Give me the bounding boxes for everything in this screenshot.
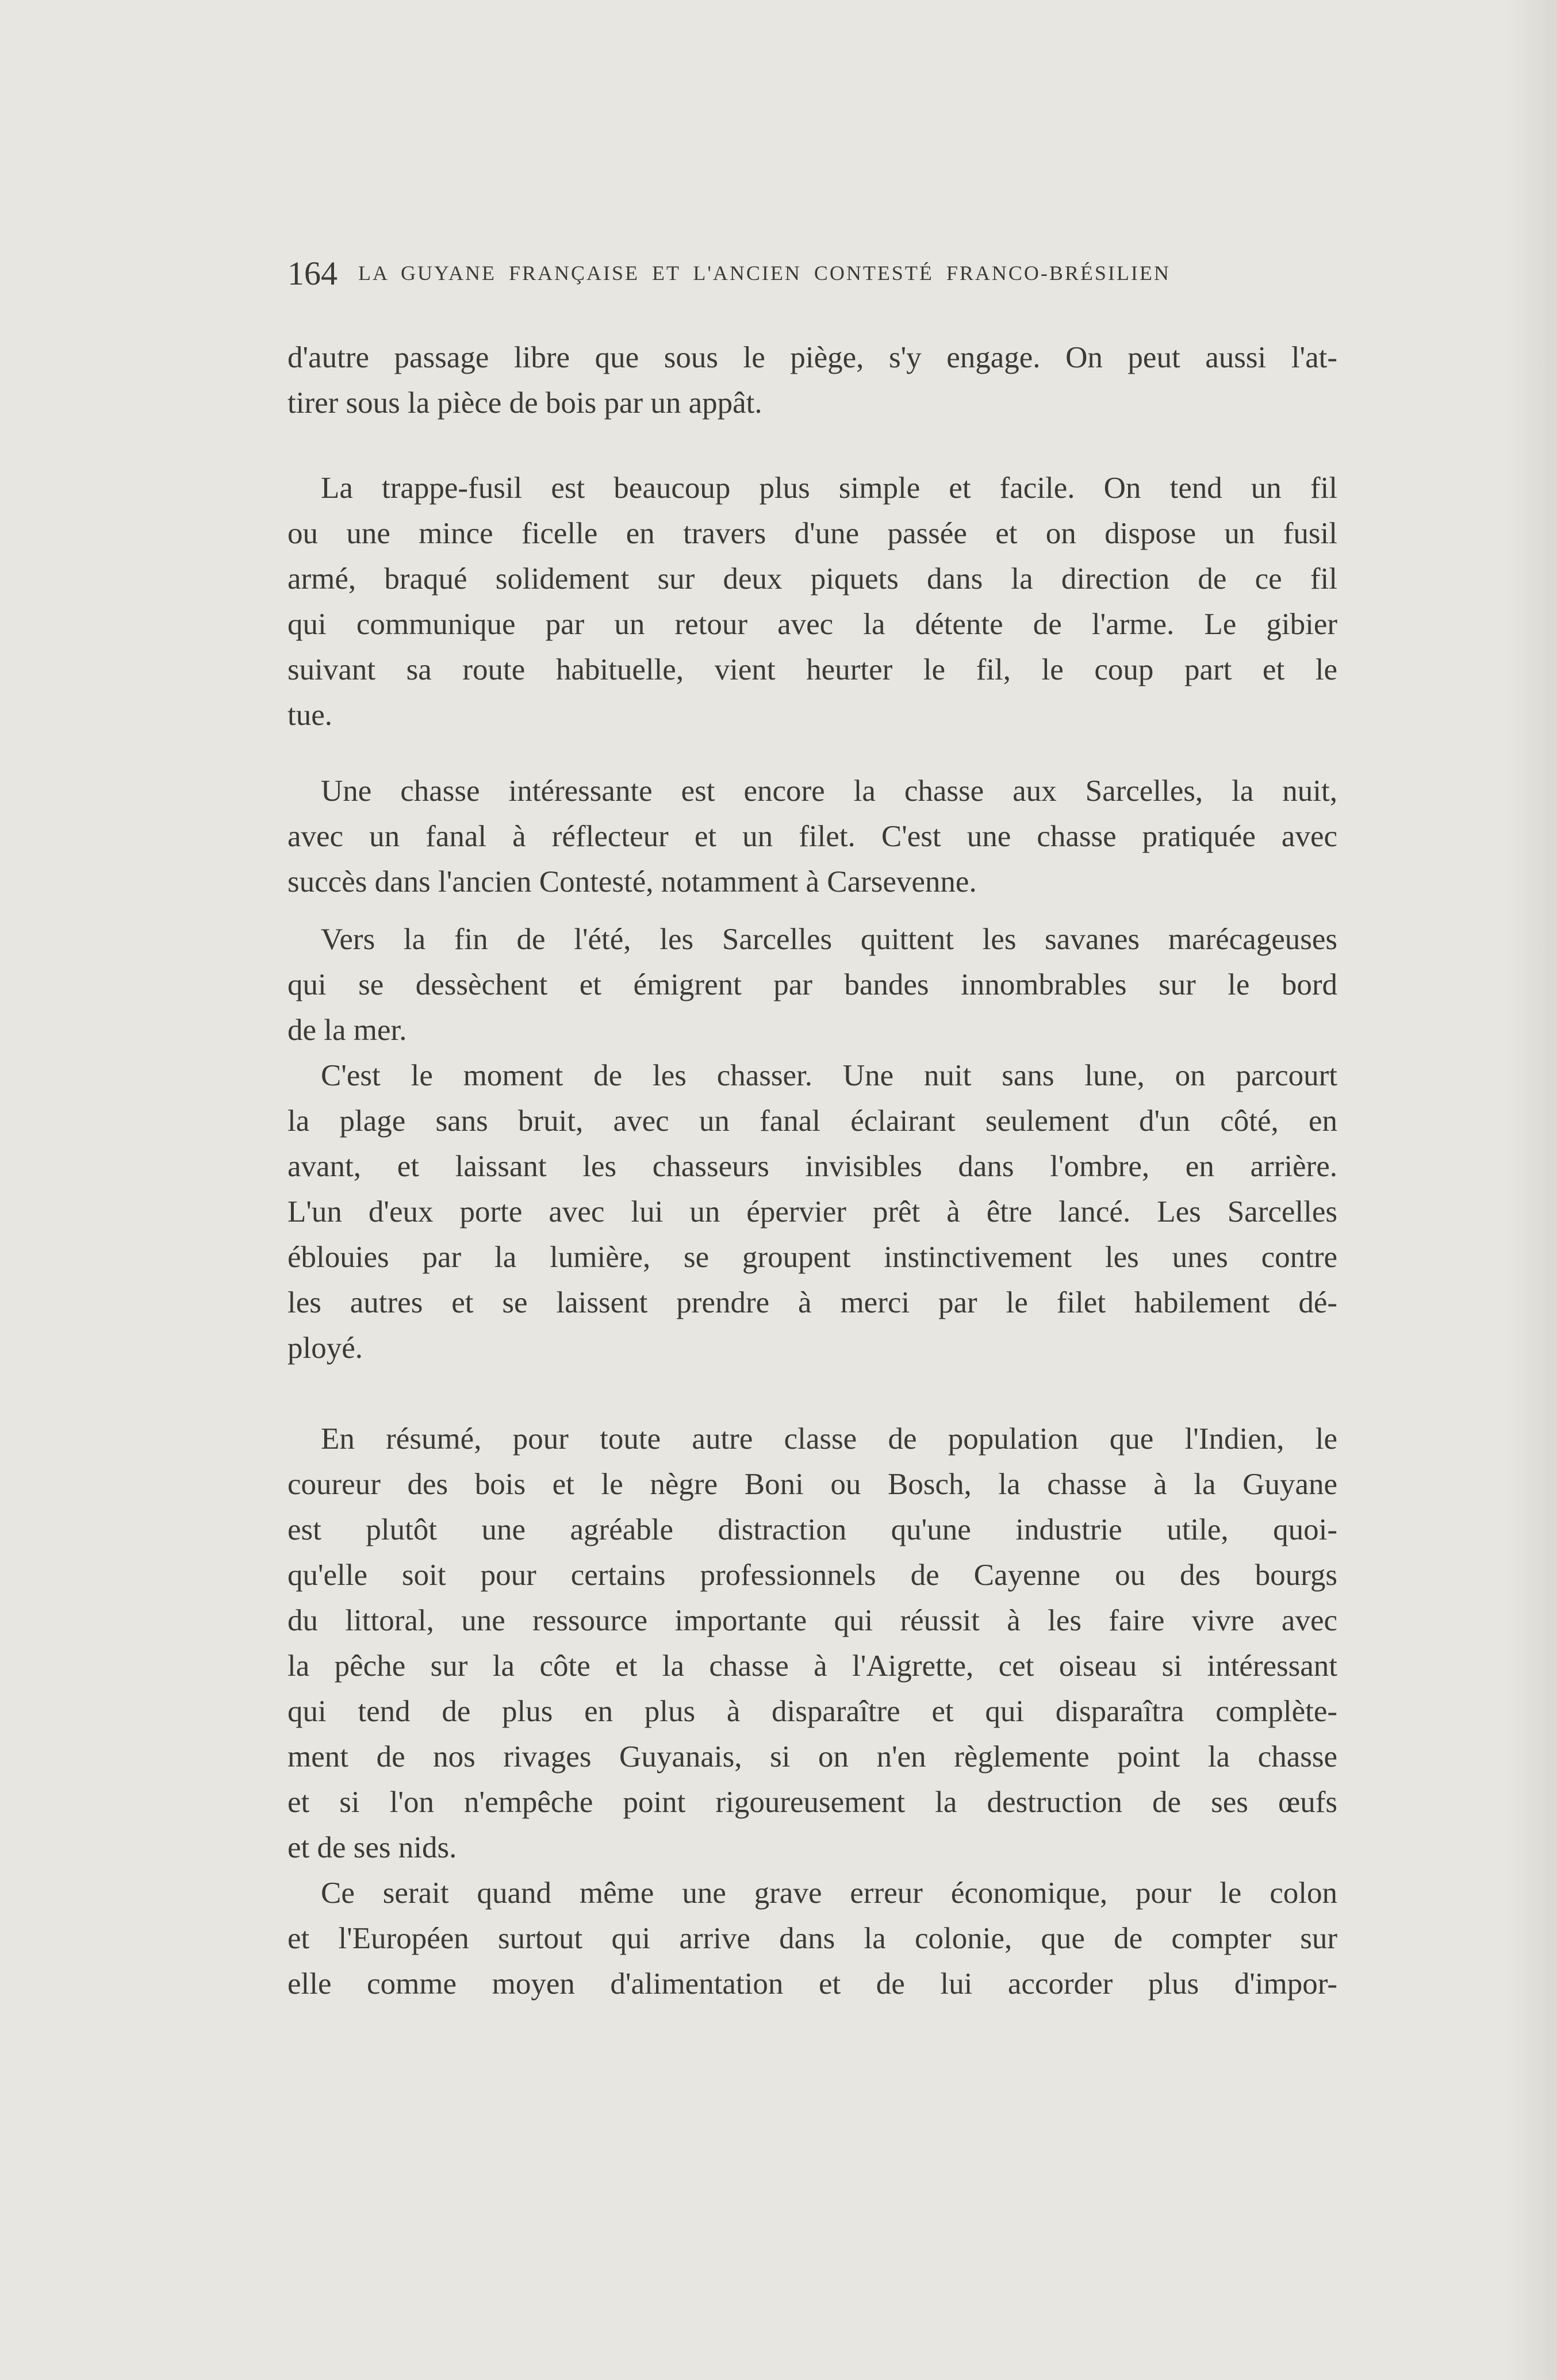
text-line: ployé. xyxy=(287,1331,363,1365)
text-line: et de ses nids. xyxy=(287,1831,457,1864)
text-line: est plutôt une agréable distraction qu'une industrie utile, quoi- xyxy=(287,1513,1337,1546)
text-line: qui tend de plus en plus à disparaître et qui disparaîtra complète- xyxy=(287,1695,1337,1728)
text-line: avec un fanal à réflecteur et un filet. C'est une chasse pratiquée avec xyxy=(287,820,1337,853)
paragraph xyxy=(287,335,1337,426)
text-line: du littoral, une ressource importante qui réussit à les faire vivre avec xyxy=(287,1604,1337,1637)
paragraph xyxy=(287,917,1337,1053)
paragraph xyxy=(287,769,1337,905)
text-line: La trappe-fusil est beaucoup plus simple et facile. On tend un fil xyxy=(321,471,1337,505)
text-line: coureur des bois et le nègre Boni ou Bosch, la chasse à la Guyane xyxy=(287,1468,1337,1501)
text-line: succès dans l'ancien Contesté, notamment à Carsevenne. xyxy=(287,865,977,899)
text-line: avant, et laissant les chasseurs invisibles dans l'ombre, en arrière. xyxy=(287,1150,1337,1183)
text-line: de la mer. xyxy=(287,1014,407,1047)
text-line: qu'elle soit pour certains professionnels de Cayenne ou des bourgs xyxy=(287,1558,1337,1592)
text-line: ou une mince ficelle en travers d'une passée et on dispose un fusil xyxy=(287,517,1337,550)
page-edge-shadow xyxy=(1505,0,1557,2380)
text-line: suivant sa route habituelle, vient heurter le fil, le coup part et le xyxy=(287,653,1337,686)
text-line: Vers la fin de l'été, les Sarcelles quittent les savanes marécageuses xyxy=(321,923,1337,956)
text-line: et l'Européen surtout qui arrive dans la colonie, que de compter sur xyxy=(287,1922,1337,1955)
text-line: éblouies par la lumière, se groupent instinctivement les unes contre xyxy=(287,1241,1337,1274)
paragraph xyxy=(287,466,1337,738)
text-line: et si l'on n'empêche point rigoureusement la destruction de ses œufs xyxy=(287,1786,1337,1819)
running-header xyxy=(287,253,1340,293)
running-title: LA GUYANE FRANÇAISE ET L'ANCIEN CONTESTÉ FRANCO-BRÉSILIEN xyxy=(358,262,1171,285)
text-line: la plage sans bruit, avec un fanal éclairant seulement d'un côté, en xyxy=(287,1104,1337,1138)
page-number: 164 xyxy=(287,254,338,292)
text-line: la pêche sur la côte et la chasse à l'Aigrette, cet oiseau si intéressant xyxy=(287,1649,1337,1683)
text-line: C'est le moment de les chasser. Une nuit sans lune, on parcourt xyxy=(321,1059,1337,1092)
text-line: les autres et se laissent prendre à merci par le filet habilement dé- xyxy=(287,1286,1337,1319)
paragraph xyxy=(287,1871,1337,2007)
text-line: qui communique par un retour avec la détente de l'arme. Le gibier xyxy=(287,608,1337,641)
text-line: d'autre passage libre que sous le piège, s'y engage. On peut aussi l'at- xyxy=(287,341,1337,374)
text-line: elle comme moyen d'alimentation et de lui accorder plus d'impor- xyxy=(287,1967,1337,2001)
text-line: Ce serait quand même une grave erreur économique, pour le colon xyxy=(321,1876,1337,1910)
text-line: tirer sous la pièce de bois par un appât. xyxy=(287,386,762,420)
text-line: armé, braqué solidement sur deux piquets dans la direction de ce fil xyxy=(287,562,1337,596)
body-text xyxy=(287,335,1337,2007)
text-line: L'un d'eux porte avec lui un épervier prêt à être lancé. Les Sarcelles xyxy=(287,1195,1337,1229)
text-line: tue. xyxy=(287,698,332,732)
text-line: ment de nos rivages Guyanais, si on n'en règlemente point la chasse xyxy=(287,1740,1337,1774)
paragraph xyxy=(287,1053,1337,1371)
text-line: qui se dessèchent et émigrent par bandes innombrables sur le bord xyxy=(287,968,1337,1001)
text-line: En résumé, pour toute autre classe de population que l'Indien, le xyxy=(321,1422,1337,1456)
text-line: Une chasse intéressante est encore la chasse aux Sarcelles, la nuit, xyxy=(321,774,1337,808)
paragraph xyxy=(287,1417,1337,1871)
